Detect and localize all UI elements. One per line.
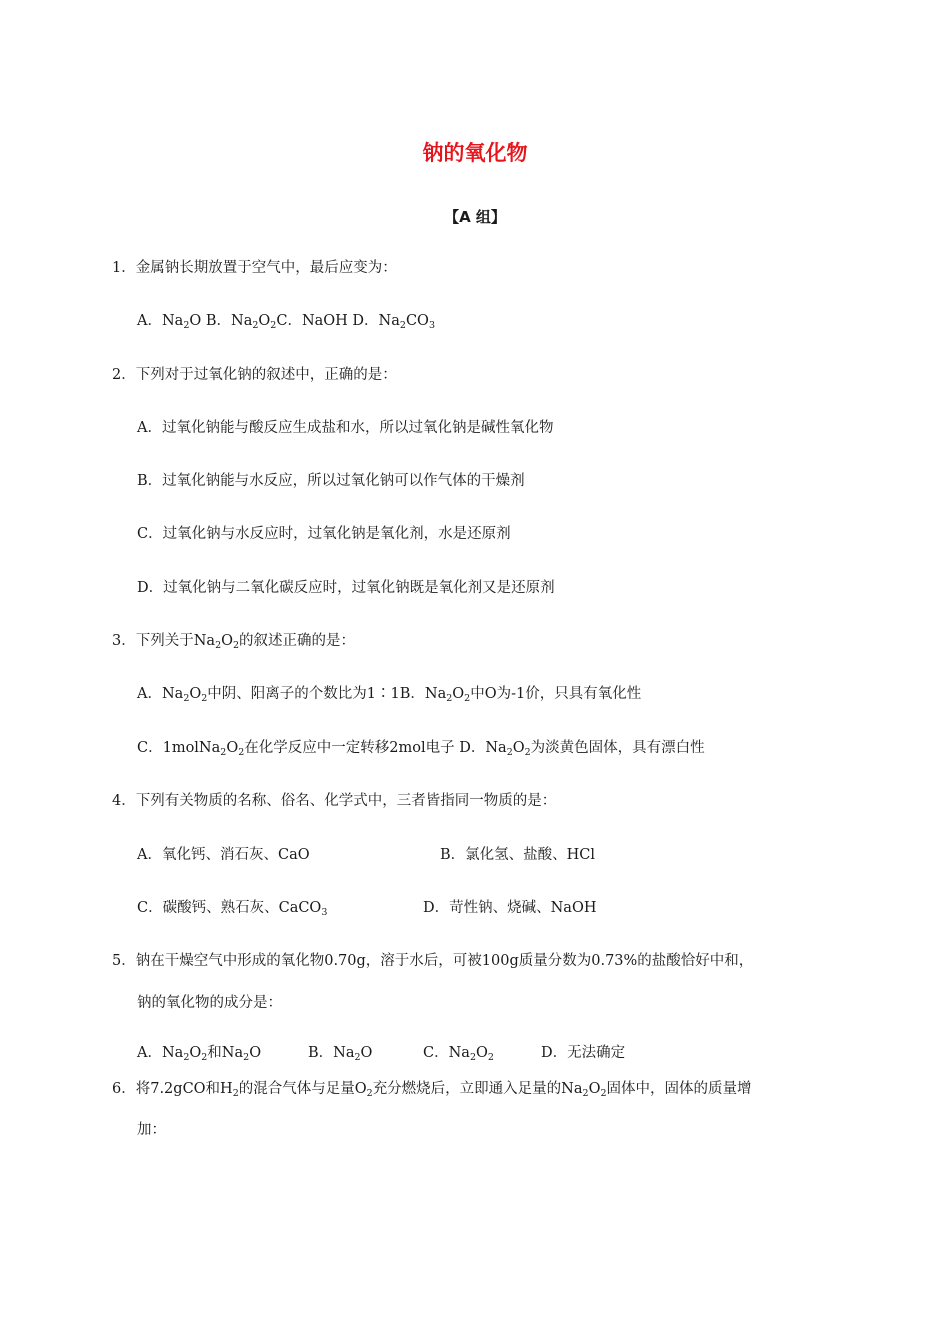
question-3-options-cd: C．$1molNa_2O_2$在化学反应中一定转移2mol电子 D．$Na_2O_2$为淡黄色固体，具有漂白性 — [137, 740, 705, 758]
question-2-option-b: B．过氧化钠能与水反应，所以过氧化钠可以作气体的干燥剂 — [137, 473, 525, 489]
question-5-option-d: D．无法确定 — [541, 1045, 626, 1061]
question-5-line-2: 钠的氧化物的成分是： — [137, 995, 282, 1011]
question-3-options-ab: A．$Na_2O_2$中阴、阳离子的个数比为1∶1B．$Na_2O_2$中O为-1价，只具有氧化性 — [137, 686, 642, 704]
group-heading: 【A 组】 — [444, 208, 506, 226]
question-1: 1．金属钠长期放置于空气中，最后应变为： — [112, 260, 397, 276]
question-2-option-c: C．过氧化钠与水反应时，过氧化钠是氧化剂，水是还原剂 — [137, 526, 511, 542]
question-6-line-1: 6．将7.2gCO和$H_2$的混合气体与足量$O_2$充分燃烧后，立即通入足量的$Na_2O_2$固体中，固体的质量增 — [112, 1081, 752, 1099]
question-2: 2．下列对于过氧化钠的叙述中，正确的是： — [112, 367, 397, 383]
question-5-option-c: C．$Na_2O_2$ — [423, 1045, 494, 1063]
document-title: 钠的氧化物 — [422, 141, 528, 165]
question-5-option-b: B．$Na_2O$ — [308, 1045, 373, 1063]
question-4-option-a: A．氧化钙、消石灰、CaO — [137, 847, 310, 863]
question-5-line-1: 5．钠在干燥空气中形成的氧化物0.70g，溶于水后，可被100g质量分数为0.73%的盐酸恰好中和， — [112, 953, 754, 969]
question-4-option-b: B．氯化氢、盐酸、HCl — [440, 847, 596, 863]
question-1-options: A．$Na_2O$ B．$Na_2O_2C$．NaOH D．$Na_2CO_3$ — [137, 313, 435, 331]
question-6-line-2: 加： — [137, 1122, 166, 1138]
question-4: 4．下列有关物质的名称、俗名、化学式中，三者皆指同一物质的是： — [112, 793, 557, 809]
question-3: 3．下列关于$Na_2O_2$的叙述正确的是： — [112, 633, 356, 651]
question-2-option-a: A．过氧化钠能与酸反应生成盐和水，所以过氧化钠是碱性氧化物 — [137, 420, 554, 436]
question-4-option-d: D．苛性钠、烧碱、NaOH — [423, 900, 597, 916]
question-2-option-d: D．过氧化钠与二氧化碳反应时，过氧化钠既是氧化剂又是还原剂 — [137, 580, 555, 596]
question-4-option-c: C．碳酸钙、熟石灰、CaCO$_3$ — [137, 900, 328, 918]
question-5-option-a: A．$Na_2O_2$和$Na_2O$ — [137, 1045, 262, 1063]
